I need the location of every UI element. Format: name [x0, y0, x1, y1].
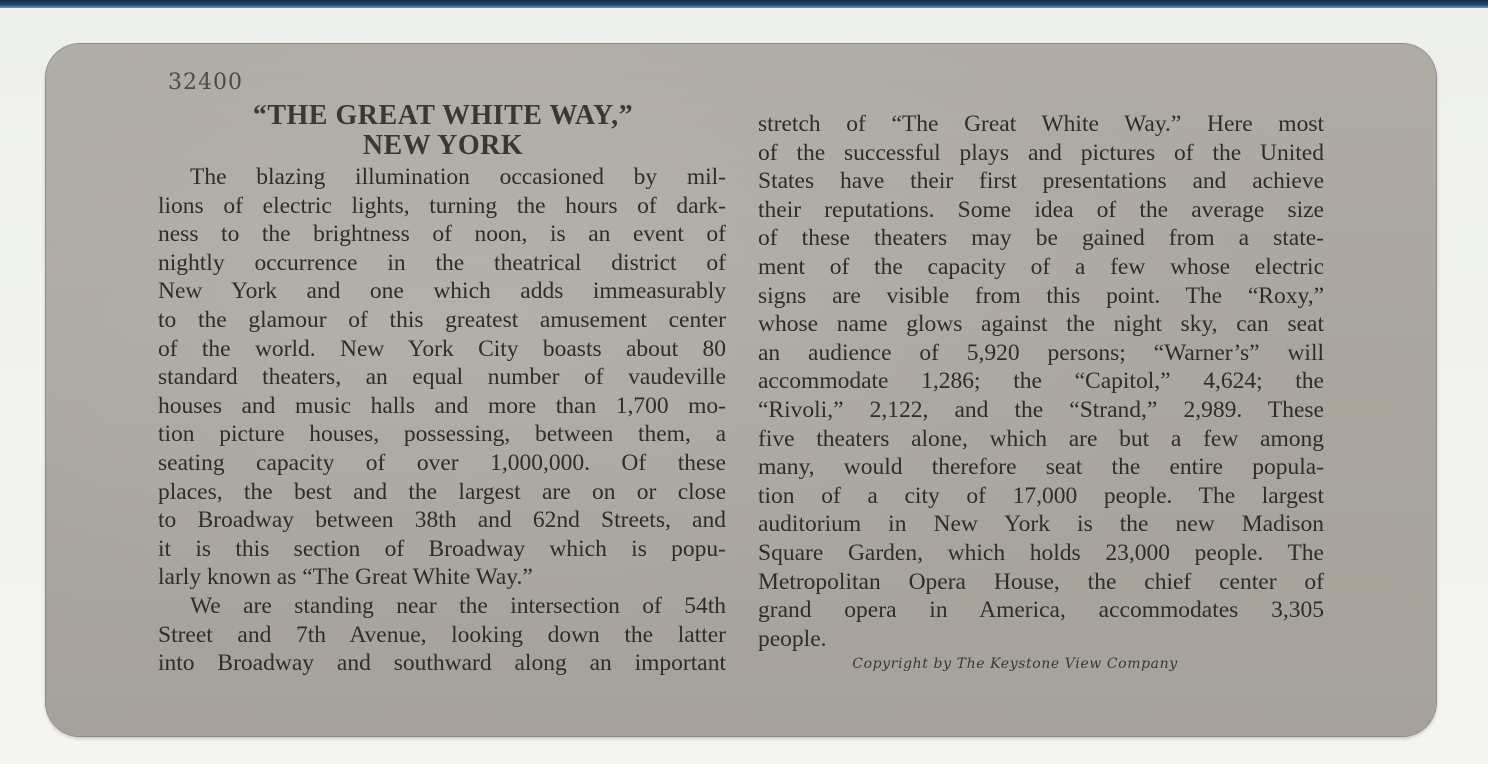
text-line: to the glamour of this greatest amusement center: [158, 306, 726, 333]
right-text-column: [758, 110, 1324, 653]
text-line: five theaters alone, which are but a few among: [758, 425, 1324, 452]
text-line: nightly occurrence in the theatrical district of: [158, 249, 726, 276]
scanner-top-edge: [0, 0, 1488, 8]
text-line: standard theaters, an equal number of vaudeville: [158, 364, 726, 391]
title-line-2: NEW YORK: [362, 130, 524, 161]
text-line: whose name glows against the night sky, can seat: [758, 311, 1324, 338]
text-line: signs are visible from this point. The “Roxy,”: [758, 282, 1324, 309]
title-line-1: “THE GREAT WHITE WAY,”: [252, 100, 634, 131]
text-line: into Broadway and southward along an important: [158, 650, 726, 677]
left-text-column: [158, 163, 726, 678]
text-line: lions of electric lights, turning the hours of dark-: [158, 192, 726, 219]
text-line: of the world. New York City boasts about 80: [158, 335, 726, 362]
text-line: Square Garden, which holds 23,000 people. The: [758, 539, 1324, 566]
text-line: to Broadway between 38th and 62nd Streets, and: [158, 507, 726, 534]
text-line: larly known as “The Great White Way.”: [158, 564, 533, 591]
text-line: grand opera in America, accommodates 3,305: [758, 597, 1324, 624]
text-line: many, would therefore seat the entire popula-: [758, 454, 1324, 481]
text-line: New York and one which adds immeasurably: [158, 278, 726, 305]
copyright-notice: Copyright by The Keystone View Company: [852, 656, 1178, 672]
text-line: Street and 7th Avenue, looking down the latter: [158, 621, 726, 648]
text-line: The blazing illumination occasioned by mil-: [190, 164, 726, 190]
text-line: stretch of “The Great White Way.” Here most: [758, 111, 1324, 137]
text-line: tion picture houses, possessing, between them, a: [158, 421, 726, 448]
card-back: [46, 44, 1436, 736]
text-line: an audience of 5,920 persons; “Warner’s” will: [758, 339, 1324, 366]
card-number: 32400: [168, 70, 243, 95]
text-line: Metropolitan Opera House, the chief center of: [758, 568, 1324, 595]
text-line: auditorium in New York is the new Madison: [758, 511, 1324, 538]
text-line: seating capacity of over 1,000,000. Of these: [158, 449, 726, 476]
text-line: tion of a city of 17,000 people. The largest: [758, 482, 1324, 509]
text-line: of the successful plays and pictures of the United: [758, 139, 1324, 166]
text-line: people.: [758, 625, 827, 652]
text-line: ness to the brightness of noon, is an event of: [158, 221, 726, 248]
text-line: States have their first presentations and achieve: [758, 168, 1324, 195]
text-line: “Rivoli,” 2,122, and the “Strand,” 2,989. These: [758, 396, 1324, 423]
text-line: of these theaters may be gained from a state-: [758, 225, 1324, 252]
text-line: accommodate 1,286; the “Capitol,” 4,624; the: [758, 368, 1324, 395]
text-line: houses and music halls and more than 1,700 mo-: [158, 392, 726, 419]
text-line: places, the best and the largest are on or close: [158, 478, 726, 505]
text-line: their reputations. Some idea of the average size: [758, 196, 1324, 223]
text-line: ment of the capacity of a few whose electric: [758, 253, 1324, 280]
text-line: We are standing near the intersection of 54th: [190, 592, 726, 619]
text-line: it is this section of Broadway which is popu-: [158, 535, 726, 562]
